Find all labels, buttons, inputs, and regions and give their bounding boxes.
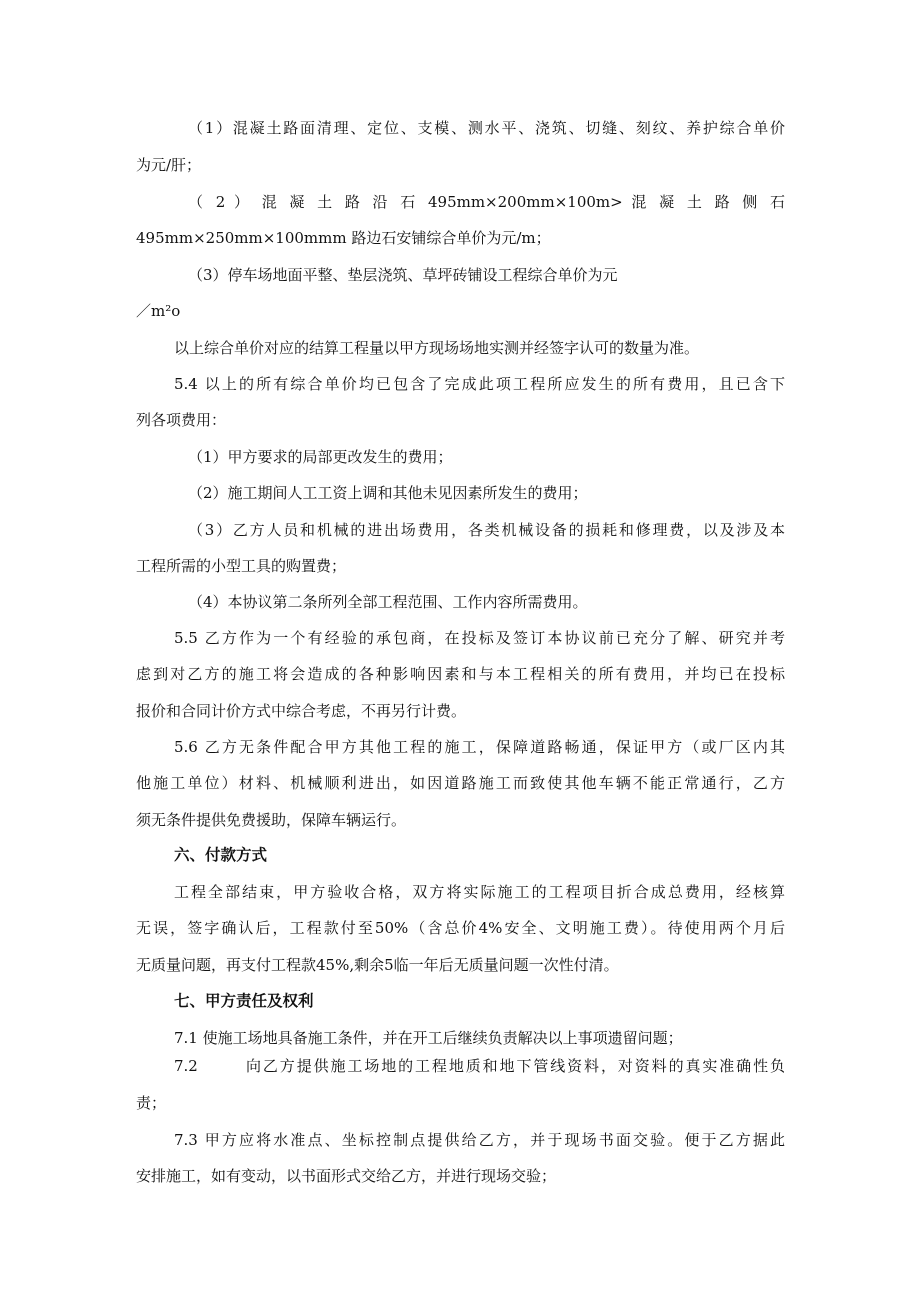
paragraph-line: 无质量问题，再支付工程款45%,剩余5临一年后无质量问题一次性付清。 (136, 956, 619, 974)
paragraph-line: 5.6 乙方无条件配合甲方其他工程的施工，保障道路畅通，保证甲方（或厂区内其 (174, 738, 785, 756)
paragraph-line: 5.4 以上的所有综合单价均已包含了完成此项工程所应发生的所有费用，且已含下 (174, 375, 785, 393)
section-heading: 六、付款方式 (174, 846, 268, 864)
paragraph-line: （1）甲方要求的局部更改发生的费用； (188, 448, 453, 466)
paragraph-line: 495mm×250mm×100mmm 路边石安铺综合单价为元/m； (136, 229, 551, 247)
paragraph-line: 向乙方提供施工场地的工程地质和地下管线资料，对资料的真实准确性负 (246, 1057, 785, 1075)
paragraph-line: 工程全部结束，甲方验收合格，双方将实际施工的工程项目折合成总费用，经核算 (174, 883, 785, 901)
paragraph-line: 虑到对乙方的施工将会造成的各种影响因素和与本工程相关的所有费用，并均已在投标 (136, 665, 785, 683)
paragraph-line: 他施工单位）材料、机械顺利进出，如因道路施工而致使其他车辆不能正常通行，乙方 (136, 774, 785, 792)
paragraph-line: （3）停车场地面平整、垫层浇筑、草坪砖铺设工程综合单价为元 (188, 266, 618, 284)
paragraph-line: 为元/肝； (136, 156, 202, 174)
section-heading: 七、甲方责任及权利 (174, 992, 314, 1010)
paragraph-line: 7.3 甲方应将水准点、坐标控制点提供给乙方，并于现场书面交验。便于乙方据此 (174, 1131, 785, 1149)
paragraph-line: 须无条件提供免费援助，保障车辆运行。 (136, 811, 407, 829)
paragraph-line: 7.1 使施工场地具备施工条件，并在开工后继续负责解决以上事项遗留问题； (174, 1029, 683, 1047)
paragraph-line: 责； (136, 1094, 167, 1112)
paragraph-line: 无误，签字确认后，工程款付至50%（含总价4%安全、文明施工费）。待使用两个月后 (136, 919, 785, 937)
paragraph-line: ／m²o (136, 302, 181, 320)
paragraph-line: （3）乙方人员和机械的进出场费用，各类机械设备的损耗和修理费，以及涉及本 (188, 521, 785, 539)
paragraph-line: （1）混凝土路面清理、定位、支模、测水平、浇筑、切缝、刻纹、养护综合单价 (188, 119, 785, 137)
paragraph-line: 报价和合同计价方式中综合考虑，不再另行计费。 (136, 702, 467, 720)
paragraph-number: 7.2 (174, 1057, 198, 1075)
paragraph-line: 工程所需的小型工具的购置费； (136, 557, 347, 575)
paragraph-line: 安排施工，如有变动，以书面形式交给乙方，并进行现场交验； (136, 1167, 557, 1185)
paragraph-line: （2）施工期间人工工资上调和其他未见因素所发生的费用； (188, 484, 588, 502)
paragraph-line: 以上综合单价对应的结算工程量以甲方现场场地实测并经签字认可的数量为准。 (174, 339, 700, 357)
paragraph-line: 5.5 乙方作为一个有经验的承包商，在投标及签订本协议前已充分了解、研究并考 (174, 629, 785, 647)
paragraph-line: 列各项费用： (136, 411, 227, 429)
paragraph-line: （4）本协议第二条所列全部工程范围、工作内容所需费用。 (188, 593, 588, 611)
paragraph-line: （ 2 ） 混 凝 土 路 沿 石 495mm×200mm×100m> 混 凝 土 路 侧 石 (188, 193, 785, 211)
